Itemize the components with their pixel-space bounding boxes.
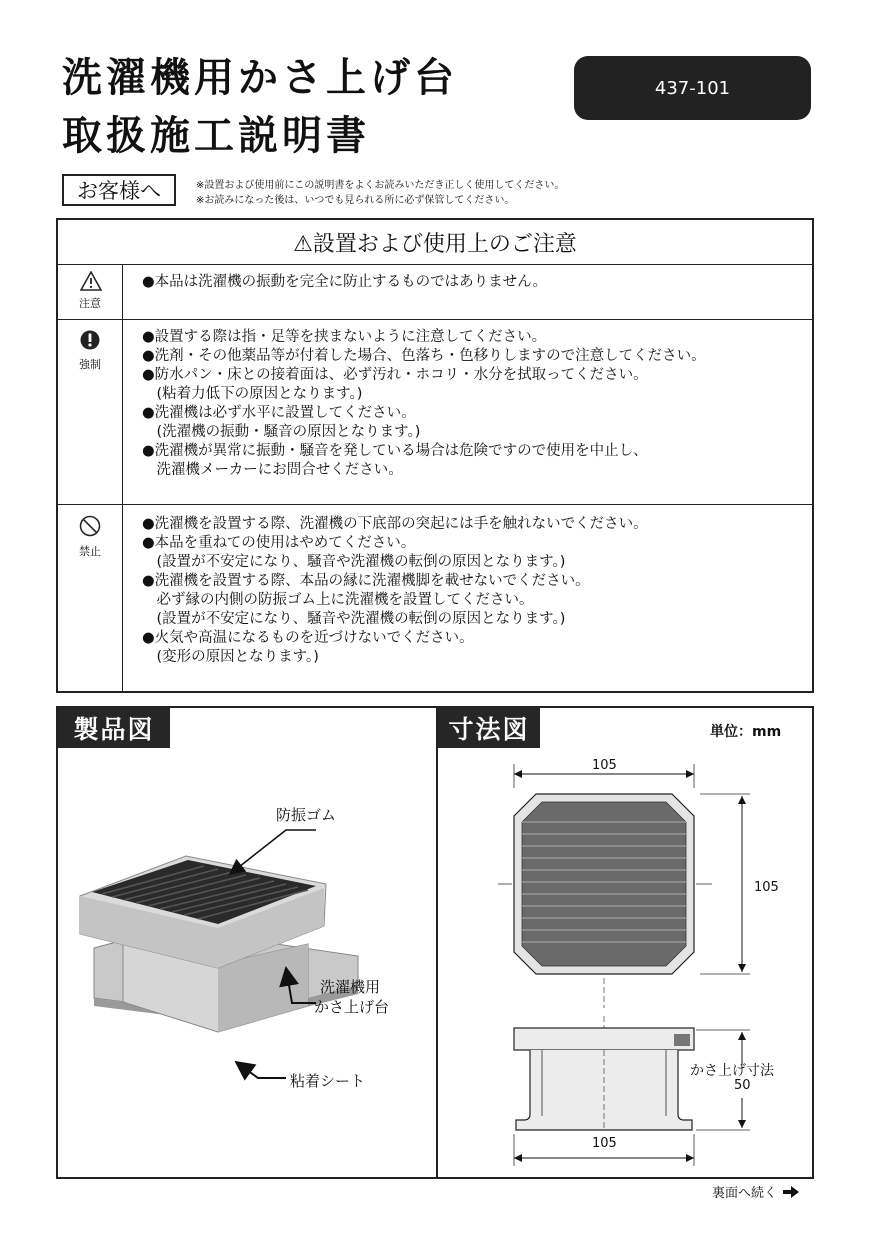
caution-text: ●防水パン・床との接着面は、必ず汚れ・ホコリ・水分を拭取ってください。 — [142, 367, 648, 383]
caution-text: (設置が不安定になり、騒音や洗濯機の転倒の原因となります。) — [142, 611, 566, 627]
dimension-diagram-header: 寸法図 — [438, 708, 540, 748]
icon-cell — [58, 505, 123, 691]
caution-text: ●洗濯機は必ず水平に設置してください。 — [142, 405, 416, 421]
caution-text: (粘着力低下の原因となります。) — [142, 386, 363, 402]
warning-triangle-icon — [80, 271, 102, 291]
label-stand: かさ上げ台 — [314, 998, 390, 1016]
dim-top-depth: 105 — [754, 880, 779, 895]
page-title-line1: 洗濯機用かさ上げ台 — [62, 55, 458, 101]
caution-table — [56, 218, 814, 693]
label-rubber: 防振ゴム — [276, 806, 337, 824]
arrow-right-icon — [783, 1186, 799, 1198]
product-illustration — [58, 748, 434, 1178]
icon-label: 注意 — [79, 297, 101, 310]
unit-label: 単位：mm — [710, 724, 782, 740]
page-title-line2: 取扱施工説明書 — [62, 113, 370, 159]
caution-text: ●火気や高温になるものを近づけないでください。 — [142, 630, 474, 646]
customer-label: お客様へ — [62, 174, 176, 206]
caution-text: (設置が不安定になり、騒音や洗濯機の転倒の原因となります。) — [142, 554, 566, 570]
diagram-panel — [56, 706, 814, 1179]
caution-text: (変形の原因となります。) — [142, 649, 319, 665]
caution-row-prohibited — [58, 505, 812, 691]
dim-raise-value: 50 — [734, 1078, 751, 1093]
caution-text: ●本品は洗濯機の振動を完全に防止するものではありません。 — [142, 274, 548, 290]
caution-row-warning — [58, 265, 812, 320]
model-number-badge: 437-101 — [574, 56, 811, 120]
intro-note: ※設置および使用前にこの説明書をよくお読みいただき正しく使用してください。 — [196, 180, 565, 191]
caution-text: ●本品を重ねての使用はやめてください。 — [142, 535, 416, 551]
dim-side-width: 105 — [592, 1136, 617, 1151]
icon-cell — [58, 265, 123, 319]
caution-row-mandatory — [58, 320, 812, 505]
dim-raise-label: かさ上げ寸法 — [690, 1063, 774, 1079]
mandatory-exclamation-icon — [80, 330, 100, 350]
prohibited-circle-icon — [79, 515, 101, 537]
icon-label: 強制 — [79, 358, 101, 371]
dim-top-width: 105 — [592, 758, 617, 773]
product-diagram-header: 製品図 — [58, 708, 170, 748]
continue-note — [712, 1182, 799, 1201]
intro-note: ※お読みになった後は、いつでも見られる所に必ず保管してください。 — [196, 195, 515, 206]
caution-text: (洗濯機の振動・騒音の原因となります。) — [142, 424, 421, 440]
continue-text: 裏面へ続く — [712, 1186, 778, 1201]
caution-text: ●設置する際は指・足等を挟まないように注意してください。 — [142, 329, 547, 345]
caution-text: ●洗剤・その他薬品等が付着した場合、色落ち・色移りしますので注意してください。 — [142, 348, 706, 364]
caution-text: 洗濯機メーカーにお問合せください。 — [142, 462, 403, 478]
caution-text: ●洗濯機が異常に振動・騒音を発している場合は危険ですので使用を中止し、 — [142, 443, 648, 459]
icon-label: 禁止 — [79, 545, 101, 558]
caution-table-title: ⚠設置および使用上のご注意 — [58, 220, 812, 265]
icon-cell — [58, 320, 123, 504]
dimension-drawing — [438, 748, 812, 1178]
caution-text: ●洗濯機を設置する際、本品の縁に洗濯機脚を載せないでください。 — [142, 573, 590, 589]
label-stand: 洗濯機用 — [320, 978, 381, 996]
caution-text: ●洗濯機を設置する際、洗濯機の下底部の突起には手を触れないでください。 — [142, 516, 648, 532]
label-sheet: 粘着シート — [290, 1072, 366, 1090]
caution-text: 必ず縁の内側の防振ゴム上に洗濯機を設置してください。 — [142, 592, 534, 608]
